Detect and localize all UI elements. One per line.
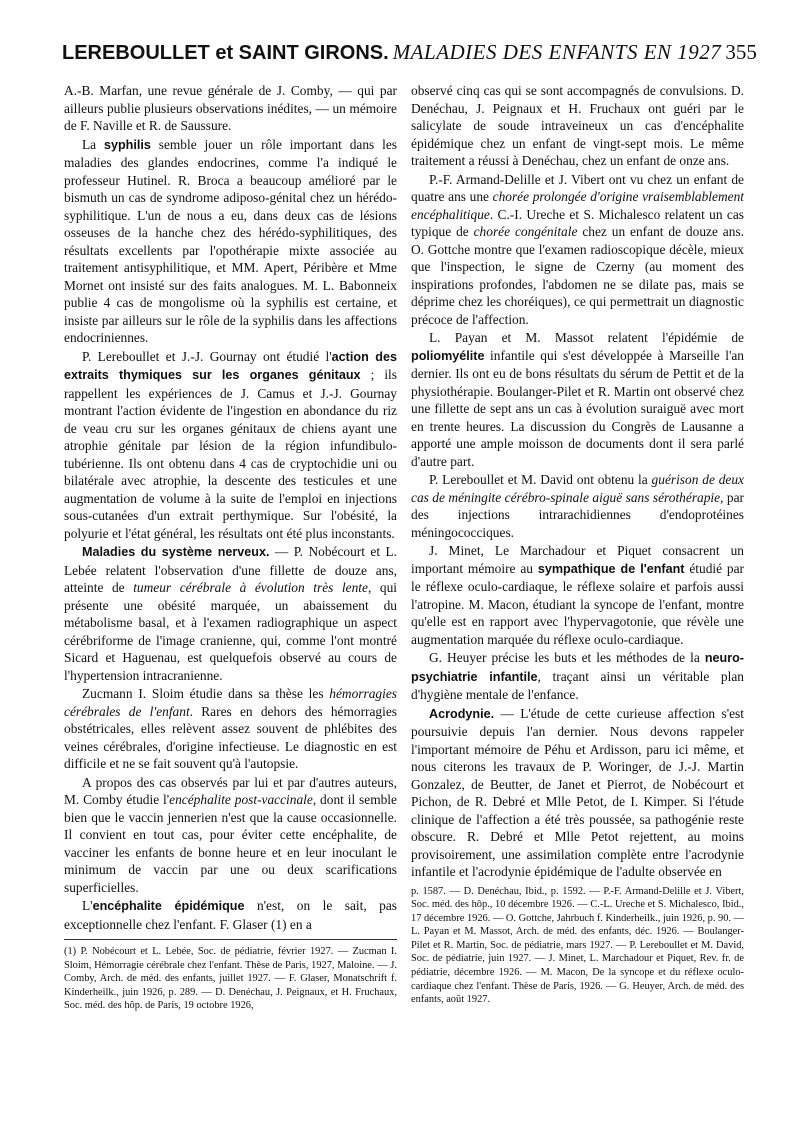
left-column — [64, 82, 397, 1014]
paragraph: A propos des cas observés par lui et par d'autres auteurs, M. Comby étudie l'encéphalite post-vaccinale, dont il semble bien que le vaccin jennerien n'est que la cause occasionnelle. Il convient en tout cas, pour éviter cette encéphalite, de vacciner les enfants de bonne heure et en leur inoculant le minimum de vaccin par une ou deux scarifications superficielles. — [64, 774, 397, 895]
keyword-syphilis: syphilis — [103, 137, 151, 152]
keyword-thymus: action des extraits thymiques sur les organes génitaux — [64, 349, 397, 382]
paragraph: G. Heuyer précise les buts et les méthodes de la neuro-psychiatrie infantile, traçant ainsi un véritable plan d'hygiène mentale de l'enfance. — [411, 650, 744, 702]
paragraph: L'encéphalite épidémique n'est, on le sait, pas exceptionnelle chez l'enfant. F. Glaser (1) en a — [64, 898, 397, 932]
header-title: MALADIES DES ENFANTS EN 1927 — [392, 40, 722, 64]
section-heading: Acrodynie. — [429, 706, 495, 721]
footnote-divider — [64, 939, 397, 940]
paragraph: P.-F. Armand-Delille et J. Vibert ont vu chez un enfant de quatre ans une chorée prolongée d'origine vraisemblablement encéphalitique. C.-I. Ureche et S. Michalesco relatent un cas typique de chorée congénitale chez un enfant de douze ans. O. Gottche montre que l'examen radioscopique décèle, mieux que l'inspection, le signe de Czerny (au moment des inspirations profondes, l'abdomen ne se dilate pas, mais se déprime chez les choréiques), ce qui permettrait un diagnostic précoce de l'affection. — [411, 171, 745, 327]
paragraph: A.-B. Marfan, une revue générale de J. Comby, — qui par ailleurs publie plusieurs observations inédites, — un mémoire de F. Naville et R. de Saussure. — [64, 83, 397, 133]
paragraph: P. Lereboullet et M. David ont obtenu la guérison de deux cas de méningite cérébro-spinale aiguë sans sérothérapie, par des injections intrarachidiennes d'endoprotéines méningococciques. — [411, 472, 744, 540]
paragraph: Maladies du système nerveux. — P. Nobécourt et L. Lebée relatent l'observation d'une fillette de douze ans, atteinte de tumeur cérébrale à évolution très lente, qui présente une obésité marquée, un abaissement du métabolisme basal, et à l'examen radiographique un aspect cérébriforme de l'image cranienne, qui, comme l'ont montré Sicard et Haguenau, est quelquefois observé au cours de l'hypertension intracranienne. — [64, 544, 397, 683]
right-column — [411, 82, 744, 1008]
paragraph: Zucmann I. Sloim étudie dans sa thèse les hémorragies cérébrales de l'enfant. Rares en dehors des hémorragies obstétricales, elles relèvent assez souvent de phlébites des veines cérébrales, d'origine infectieuse. Le diagnostic en est difficile et ne se fait souvent qu'à l'autopsie. — [64, 686, 398, 771]
keyword-neuro-psychiatrie: neuro-psychiatrie infantile — [411, 651, 744, 684]
paragraph: Acrodynie. — L'étude de cette curieuse affection s'est poursuivie depuis l'an dernier. Nous devons rappeler l'important mémoire de Péhu et Ardisson, paru ici même, et nous citerons les travaux de P. Woringer, de J.-J. Martin Gonzalez, de Beutter, de Janet et Pierrot, de Nobécourt et Pichon, de R. Debré et Mlle Petot, de I. Kimper. Si l'étude clinique de l'affection a été très poussée, sa pathogénie reste obscure. R. Debré et Mlle Petot rejettent, au moins provisoirement, une assimilation complète entre l'acrodynie infantile et l'acrodynie épidémique de l'adulte observée en — [411, 705, 744, 879]
section-heading: Maladies du système nerveux. — [82, 545, 270, 559]
paragraph: J. Minet, Le Marchadour et Piquet consacrent un important mémoire au sympathique de l'enfant étudié par le réflexe oculo-cardiaque, le réflexe solaire et parfois aussi l'atropine. M. Macon, étudiant la syncope de l'enfant, montre qu'elle est en rapport avec l'hypervagotonie, que révèle une augmentation marquée du réflexe oculo-cardiaque. — [411, 543, 745, 647]
keyword-poliomyelite: poliomyélite — [411, 348, 485, 363]
paragraph: L. Payan et M. Massot relatent l'épidémie de poliomyélite infantile qui s'est développée à Marseille l'an dernier. Ils ont eu de bons résultats du sérum de Pettit et de la physiothérapie. Boulanger-Pilet et R. Martin ont observé chez une fillette de sept ans un cas à évolution suraiguë avec mort en trente heures. La discussion du Congrès de Lausanne a apporté une ample moisson de documents dont il sera parlé d'autre part. — [411, 330, 744, 469]
keyword-sympathique: sympathique de l'enfant — [537, 561, 685, 576]
paragraph: La syphilis semble jouer un rôle important dans les maladies des glandes endocrines, comme l'a indiqué le professeur Hutinel. R. Broca a beaucoup amélioré par le bismuth un cas de syndrome adiposo-génital chez un hérédo-syphilitique. L'un de nous a eu, dans deux cas de lésions osseuses de la hanche chez des hérédo-syphilitiques, des résultats excellents par l'opothérapie mixte associée au traitement antisyphilitique, et MM. Apert, Péribère et Mme Mornet ont insisté sur des faits analogues. M. L. Babonneix publie 4 cas de mongolisme où la syphilis est certaine, et insiste par ailleurs sur le rôle de la syphilis dans les affections endocriniennes. — [64, 136, 397, 345]
paragraph: P. Lereboullet et J.-J. Gournay ont étudié l'action des extraits thymiques sur les organes génitaux ; ils rappellent les expériences de J. Camus et J.-J. Gournay montrant l'action évidente de l'ingestion en abondance du riz de veau cru sur les organes génitaux de chiens ayant une atrophie génitale par lésion de la région infundibulo-tubérienne. Ils ont obtenu dans 4 cas de cryptochidie uni ou bilatérale avec atrophie, la descente des testicules et une augmentation de volume à la suite de l'emploi en injections sous-cutanées d'un extrait perthymique. Sur l'obésité, la polyurie et l'état général, les résultats ont été plus inconstants. — [64, 348, 397, 541]
paragraph: observé cinq cas qui se sont accompagnés de convulsions. D. Denéchau, J. Peignaux et H. Fruchaux ont guéri par le salicylate de soude intraveineux un cas d'encéphalite épidémique chez un enfant de vingt-sept mois. Le même traitement a réussi à Denéchau, chez un enfant de onze ans. — [411, 83, 744, 168]
footnote: p. 1587. — D. Denéchau, Ibid., p. 1592. — P.-F. Armand-Delille et J. Vibert, Soc. méd. des hôp., 10 décembre 1926. — C.-L. Ureche et S. Michalesco, Ibid., 17 décembre 1926. — O. Gottche, Jahrbuch f. Kinderheilk., juin 1926, p. 90. — L. Payan et M. Massot, Arch. de méd. des enfants, déc. 1926. — Boulanger-Pilet et R. Martin, Soc. de pédiatrie, mars 1927. — P. Lereboullet et M. David, Soc. de pédiatrie, juin 1927. — J. Minet, L. Marchadour et Piquet, Rev. fr. de pédiatrie, décembre 1926. — M. Macon, De la syncope et du réflexe oculo-cardiaque chez l'enfant. Thèse de Paris, 1926. — G. Heuyer, Arch. de méd. des enfants, août 1927. — [411, 885, 745, 1006]
footnote: (1) P. Nobécourt et L. Lebée, Soc. de pédiatrie, février 1927. — Zucman I. Sloim, Hémorragie cérébrale chez l'enfant. Thèse de Paris, 1927, Maloine. — J. Comby, Arch. de méd. des enfants, juillet 1927. — F. Glaser, Monatschrift f. Kinderheilk., juin 1926, p. 289. — D. Denéchau, J. Peignaux, et H. Fruchaux, Soc. méd. des hôp. de Paris, 19 octobre 1926, — [64, 946, 397, 1012]
header-authors: LEREBOULLET et SAINT GIRONS. — [62, 42, 389, 64]
page-number: 355 — [725, 40, 757, 64]
keyword-encephalite: encéphalite épidémique — [92, 899, 245, 913]
running-header — [62, 40, 757, 70]
